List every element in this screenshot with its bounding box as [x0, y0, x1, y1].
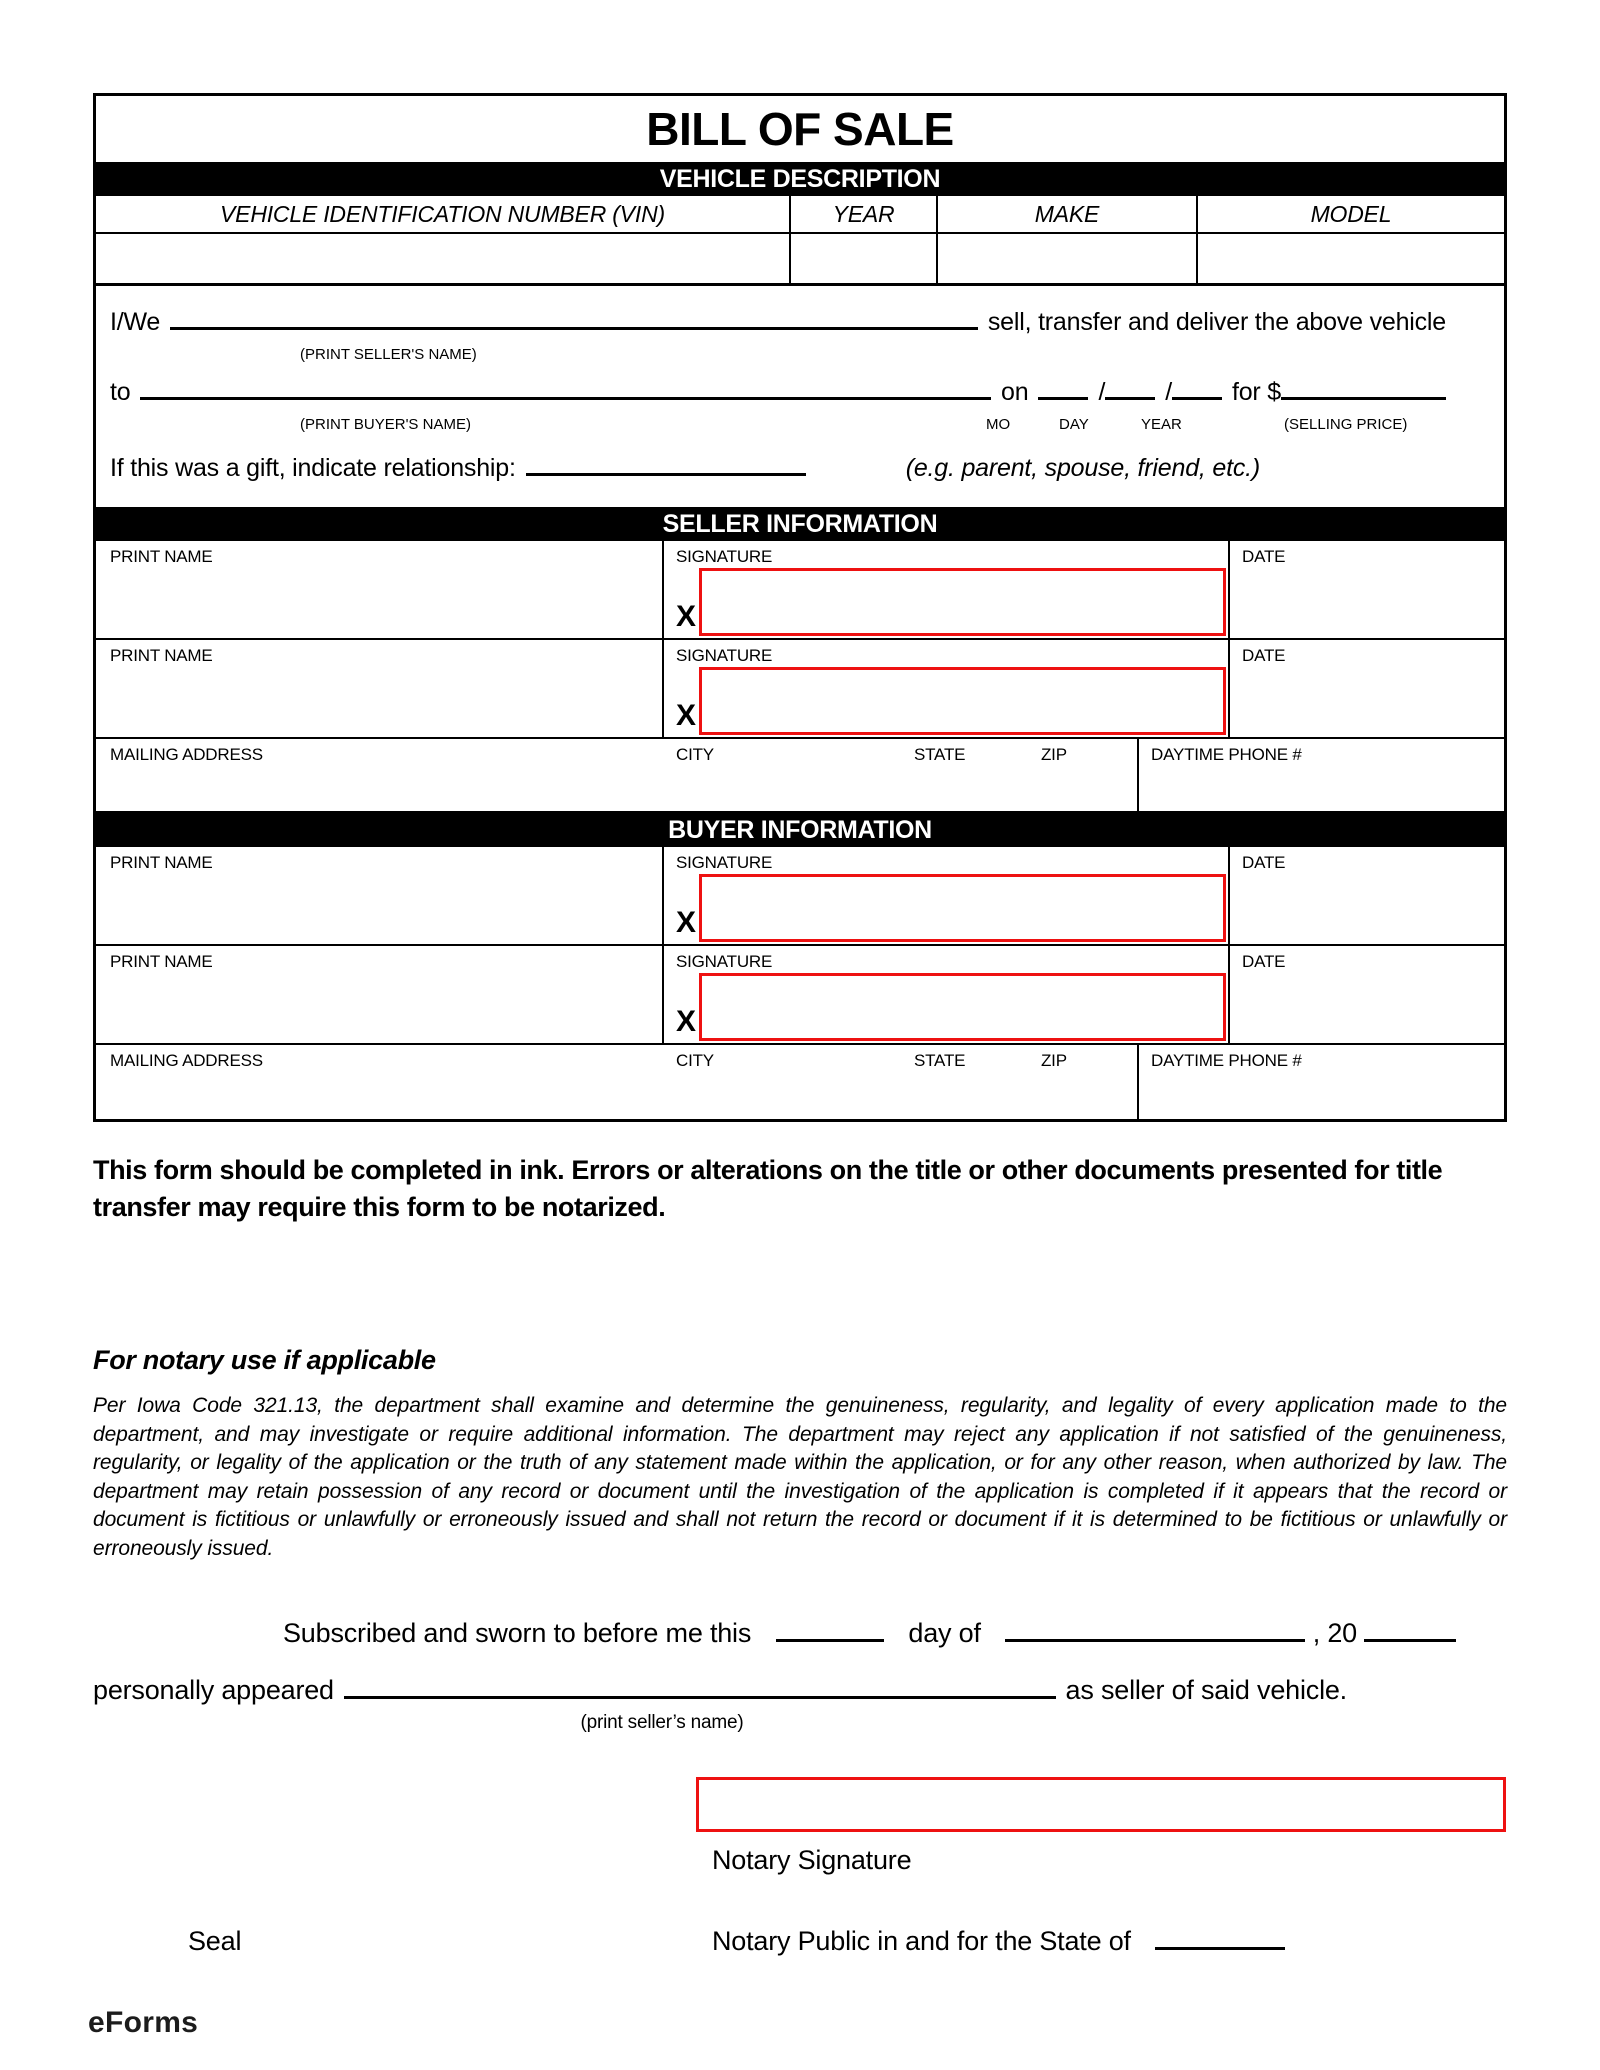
section-header-vehicle-label: VEHICLE DESCRIPTION: [659, 164, 941, 193]
date-label: DATE: [1242, 952, 1286, 971]
sale-statement-section: [96, 286, 1504, 507]
bill-of-sale-form: [93, 93, 1507, 1122]
buyer-signature-box-1[interactable]: [699, 874, 1226, 942]
sworn-prefix-label: Subscribed and sworn to before me this: [283, 1618, 752, 1648]
vehicle-header-row: [96, 196, 1504, 234]
seller-date-cell-1[interactable]: [1230, 541, 1504, 638]
seller-print-name-cell-2[interactable]: [96, 640, 662, 737]
section-header-buyer-label: BUYER INFORMATION: [668, 815, 932, 844]
zip-label: ZIP: [1041, 745, 1067, 764]
city-label: CITY: [676, 1051, 714, 1070]
notary-section-heading: For notary use if applicable: [93, 1345, 436, 1375]
appeared-suffix-label: as seller of said vehicle.: [1065, 1675, 1347, 1705]
buyer-signature-cell-2: [662, 946, 1230, 1043]
sell-transfer-label: sell, transfer and deliver the above vehicle: [987, 308, 1446, 336]
signature-label: SIGNATURE: [676, 646, 773, 665]
print-name-label: PRINT NAME: [110, 952, 213, 971]
make-column-header: MAKE: [938, 196, 1198, 232]
notary-signature-box[interactable]: [696, 1777, 1506, 1832]
date-label: DATE: [1242, 646, 1286, 665]
vehicle-entry-row: [96, 234, 1504, 286]
date-separator: /: [1165, 378, 1172, 406]
date-year-blank[interactable]: [1172, 397, 1222, 400]
selling-price-sublabel: (SELLING PRICE): [1284, 416, 1408, 433]
sworn-statement-line: [93, 1618, 1507, 1649]
eforms-logo: eForms: [88, 2006, 199, 2039]
state-label: STATE: [914, 1051, 966, 1070]
city-label: CITY: [676, 745, 714, 764]
sworn-month-blank[interactable]: [1005, 1639, 1305, 1642]
sworn-year-blank[interactable]: [1364, 1639, 1456, 1642]
model-input-cell[interactable]: [1198, 234, 1504, 283]
section-header-seller-information: [96, 507, 1504, 541]
signature-x-mark: X: [676, 906, 696, 939]
form-title: BILL OF SALE: [646, 103, 954, 155]
iwe-label: I/We: [110, 308, 161, 336]
year-input-cell[interactable]: [791, 234, 938, 283]
signature-label: SIGNATURE: [676, 952, 773, 971]
seller-mailing-row[interactable]: [96, 739, 1504, 813]
mailing-address-label: MAILING ADDRESS: [110, 745, 263, 764]
notary-public-state-line: [712, 1926, 1285, 1957]
gift-line: [110, 454, 1260, 483]
signature-x-mark: X: [676, 600, 696, 633]
print-name-label: PRINT NAME: [110, 547, 213, 566]
year-sublabel: YEAR: [1141, 416, 1182, 433]
day-sublabel: DAY: [1059, 416, 1089, 433]
date-label: DATE: [1242, 547, 1286, 566]
buyer-statement-line: [110, 378, 1446, 407]
buyer-date-cell-2[interactable]: [1230, 946, 1504, 1043]
section-header-buyer-information: [96, 813, 1504, 847]
selling-price-blank[interactable]: [1281, 397, 1446, 400]
notary-state-blank[interactable]: [1155, 1947, 1285, 1950]
buyer-name-blank[interactable]: [140, 397, 991, 400]
make-input-cell[interactable]: [938, 234, 1198, 283]
year-column-header: YEAR: [791, 196, 938, 232]
print-buyer-name-sublabel: (PRINT BUYER'S NAME): [300, 416, 471, 433]
gift-relationship-blank[interactable]: [526, 473, 806, 476]
state-label: STATE: [914, 745, 966, 764]
appeared-prefix-label: personally appeared: [93, 1675, 334, 1705]
print-name-label: PRINT NAME: [110, 853, 213, 872]
gift-hint-label: (e.g. parent, spouse, friend, etc.): [905, 454, 1261, 482]
daytime-phone-label: DAYTIME PHONE #: [1151, 1051, 1302, 1070]
gift-relationship-label: If this was a gift, indicate relationship:: [110, 454, 516, 482]
seller-signature-cell-2: [662, 640, 1230, 737]
seller-date-cell-2[interactable]: [1230, 640, 1504, 737]
buyer-date-cell-1[interactable]: [1230, 847, 1504, 944]
signature-x-mark: X: [676, 699, 696, 732]
vin-column-header: VEHICLE IDENTIFICATION NUMBER (VIN): [96, 196, 791, 232]
notary-signature-label: Notary Signature: [712, 1845, 912, 1875]
zip-label: ZIP: [1041, 1051, 1067, 1070]
seller-signature-row-2: [96, 640, 1504, 739]
date-label: DATE: [1242, 853, 1286, 872]
iowa-code-statute-text: Per Iowa Code 321.13, the department shall examine and determine the genuineness, regularity, and legality of every application made to the department, and may investigate or require additional information. The department may reject any application if not satisfied of the genuineness, regularity, or legality of the application or the truth of any statement made within the application, or for any other reason, when authorized by law. The department may retain possession of any record or document until the investigation of the application is completed if it appears that the record or document is fictitious or unlawfully or erroneously issued and shall not return the record or document if it is determined to be fictitious or unlawfully or erroneously issued.: [93, 1394, 1507, 1560]
seller-signature-box-1[interactable]: [699, 568, 1226, 636]
print-name-label: PRINT NAME: [110, 646, 213, 665]
section-header-seller-label: SELLER INFORMATION: [662, 509, 938, 538]
seller-signature-cell-1: [662, 541, 1230, 638]
personally-appeared-line: [93, 1675, 1507, 1706]
buyer-signature-cell-1: [662, 847, 1230, 944]
form-title-row: [96, 96, 1504, 162]
print-seller-name-sublabel: (PRINT SELLER'S NAME): [300, 346, 477, 363]
notary-public-state-label: Notary Public in and for the State of: [712, 1926, 1131, 1956]
model-column-header: MODEL: [1310, 200, 1392, 227]
month-sublabel: MO: [986, 416, 1011, 433]
phone-cell-divider: [1137, 1045, 1139, 1119]
date-separator: /: [1098, 378, 1106, 406]
seller-signature-box-2[interactable]: [699, 667, 1226, 735]
date-day-blank[interactable]: [1105, 397, 1155, 400]
for-price-label: for $: [1231, 378, 1281, 406]
buyer-signature-box-2[interactable]: [699, 973, 1226, 1041]
vin-input-cell[interactable]: [96, 234, 791, 283]
signature-x-mark: X: [676, 1005, 696, 1038]
ink-notice-text: This form should be completed in ink. Errors or alterations on the title or other documents presented for title transfer may require this form to be notarized.: [93, 1155, 1443, 1222]
buyer-signature-row-2: [96, 946, 1504, 1045]
seller-signature-row-1: [96, 541, 1504, 640]
day-of-label: day of: [908, 1618, 981, 1648]
phone-cell-divider: [1137, 739, 1139, 811]
on-label: on: [1001, 378, 1029, 406]
daytime-phone-label: DAYTIME PHONE #: [1151, 745, 1302, 764]
seller-name-blank[interactable]: [170, 327, 978, 330]
buyer-print-name-cell-2[interactable]: [96, 946, 662, 1043]
section-header-vehicle-description: [96, 162, 1504, 196]
print-seller-name-sublabel-notary: (print seller’s name): [580, 1712, 744, 1733]
seller-print-name-cell-1[interactable]: [96, 541, 662, 638]
sworn-day-blank[interactable]: [776, 1639, 884, 1642]
seller-statement-line: [110, 308, 1446, 337]
seal-label: Seal: [188, 1926, 242, 1956]
buyer-signature-row-1: [96, 847, 1504, 946]
signature-label: SIGNATURE: [676, 547, 773, 566]
buyer-mailing-row[interactable]: [96, 1045, 1504, 1119]
year-prefix-label: , 20: [1312, 1618, 1357, 1648]
mailing-address-label: MAILING ADDRESS: [110, 1051, 263, 1070]
buyer-print-name-cell-1[interactable]: [96, 847, 662, 944]
appeared-seller-name-blank[interactable]: [344, 1696, 1056, 1699]
signature-label: SIGNATURE: [676, 853, 773, 872]
date-month-blank[interactable]: [1038, 397, 1088, 400]
to-label: to: [110, 378, 131, 406]
